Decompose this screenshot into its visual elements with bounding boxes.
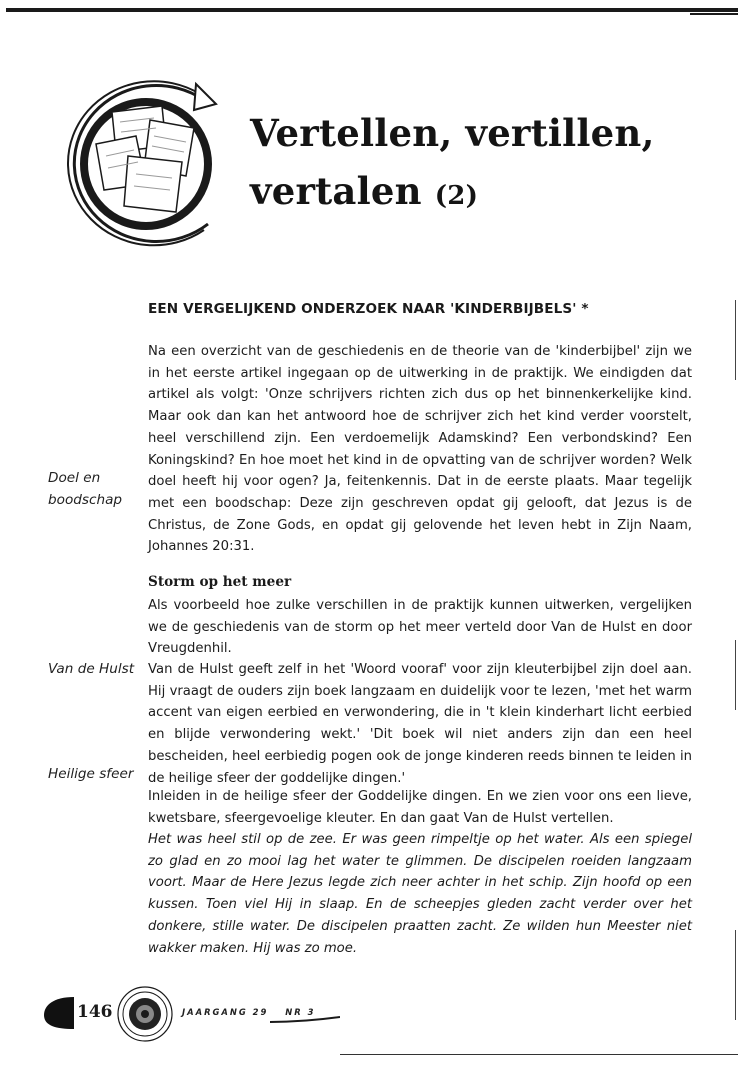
papers-circle-logo-icon bbox=[54, 80, 236, 248]
van-de-hulst-paragraph: Van de Hulst geeft zelf in het 'Woord vooraf' voor zijn kleuterbijbel zijn doel aan. Hij vraagt de ouders zijn boek langzaam en duidelijk voor te lezen, 'met het warm accent van eigen eerbied en verwondering, die in 't klein kinderhart licht eerbied en blijde verwondering wekt.' 'Dit boek wil niet anders zijn dan een heel bescheiden, heel eerbiedig pogen ook de jonge kinderen reeds binnen te leiden in de heilige sfeer der goddelijke dingen.' bbox=[148, 662, 692, 786]
article-title bbox=[250, 104, 655, 225]
inleiden-paragraph: Inleiden in de heilige sfeer der Goddelijke dingen. En we zien voor ons een lieve, kwetsbare, sfeergevoelige kleuter. En dan gaat Van de Hulst vertellen. bbox=[148, 789, 692, 826]
journal-seal-icon bbox=[116, 985, 174, 1043]
bottom-rule bbox=[340, 1054, 738, 1055]
subheading-storm: Storm op het meer bbox=[148, 574, 292, 590]
margin-note-van-de-hulst: Van de Hulst bbox=[48, 661, 135, 677]
right-edge-rule-3 bbox=[735, 930, 736, 1020]
page-number-blob-icon bbox=[40, 995, 76, 1031]
storm-intro-paragraph: Als voorbeeld hoe zulke verschillen in de praktijk kunnen uitwerken, vergelijken we de geschiedenis van de storm op het meer verteld door Van de Hulst en door Vreugdenhil. bbox=[148, 598, 692, 657]
title-line-1: Vertellen, vertillen, bbox=[250, 111, 655, 155]
right-edge-rule-1 bbox=[735, 300, 736, 380]
margin-note-heilige-sfeer: Heilige sfeer bbox=[48, 766, 134, 782]
top-rule bbox=[6, 8, 738, 12]
journal-jaargang: JAARGANG 29 bbox=[182, 1007, 269, 1017]
intro-paragraph: Na een overzicht van de geschiedenis en de theorie van de 'kinderbijbel' zijn we in het eerste artikel ingegaan op de uitwerking in de praktijk. We eindigden dat artikel als volgt: 'Onze schrijvers richten zich dus op het binnenkerkelijke kind. Maar ook dan kan het antwoord hoe de schrijver zich het kind verder voorstelt, heel verschillend zijn. Een verdoemelijk Adamskind? Een verbondskind? Een Koningskind? En hoe moet het kind in de opvatting van de schrijver worden? Welk doel heeft hij voor ogen? Ja, feitenkennis. Dat in de eerste plaats. Maar tegelijk met een boodschap: Deze zijn geschreven opdat gij gelooft, dat Jezus is de Christus, de Zone Gods, en opdat gij gelovende het leven hebt in Zijn Naam, Johannes 20:31. bbox=[148, 344, 692, 555]
margin-note-doel: Doel en boodschap bbox=[48, 470, 123, 508]
story-quote: Het was heel stil op de zee. Er was geen rimpeltje op het water. Als een spiegel zo glad en zo mooi lag het water te glimmen. De discipelen roeiden langzaam voort. Maar de Here Jezus legde zich neer achter in het schip. Zijn hoofd op een kussen. Toen viel Hij in slaap. En de scheepjes gleden zacht verder over het donkere, stille water. De discipelen praatten zacht. Ze wilden hun Meester niet wakker maken. Hij was zo moe. bbox=[148, 832, 692, 956]
section-heading: EEN VERGELIJKEND ONDERZOEK NAAR 'KINDERBIJBELS' * bbox=[148, 301, 589, 317]
title-number: (2) bbox=[434, 181, 479, 211]
journal-nummer: NR 3 bbox=[285, 1007, 316, 1017]
page-number: 146 bbox=[77, 1002, 113, 1022]
top-rule-tail bbox=[690, 13, 738, 15]
title-line-2: vertalen bbox=[250, 169, 422, 213]
right-edge-rule-2 bbox=[735, 640, 736, 710]
footer-squiggle bbox=[270, 1016, 340, 1024]
